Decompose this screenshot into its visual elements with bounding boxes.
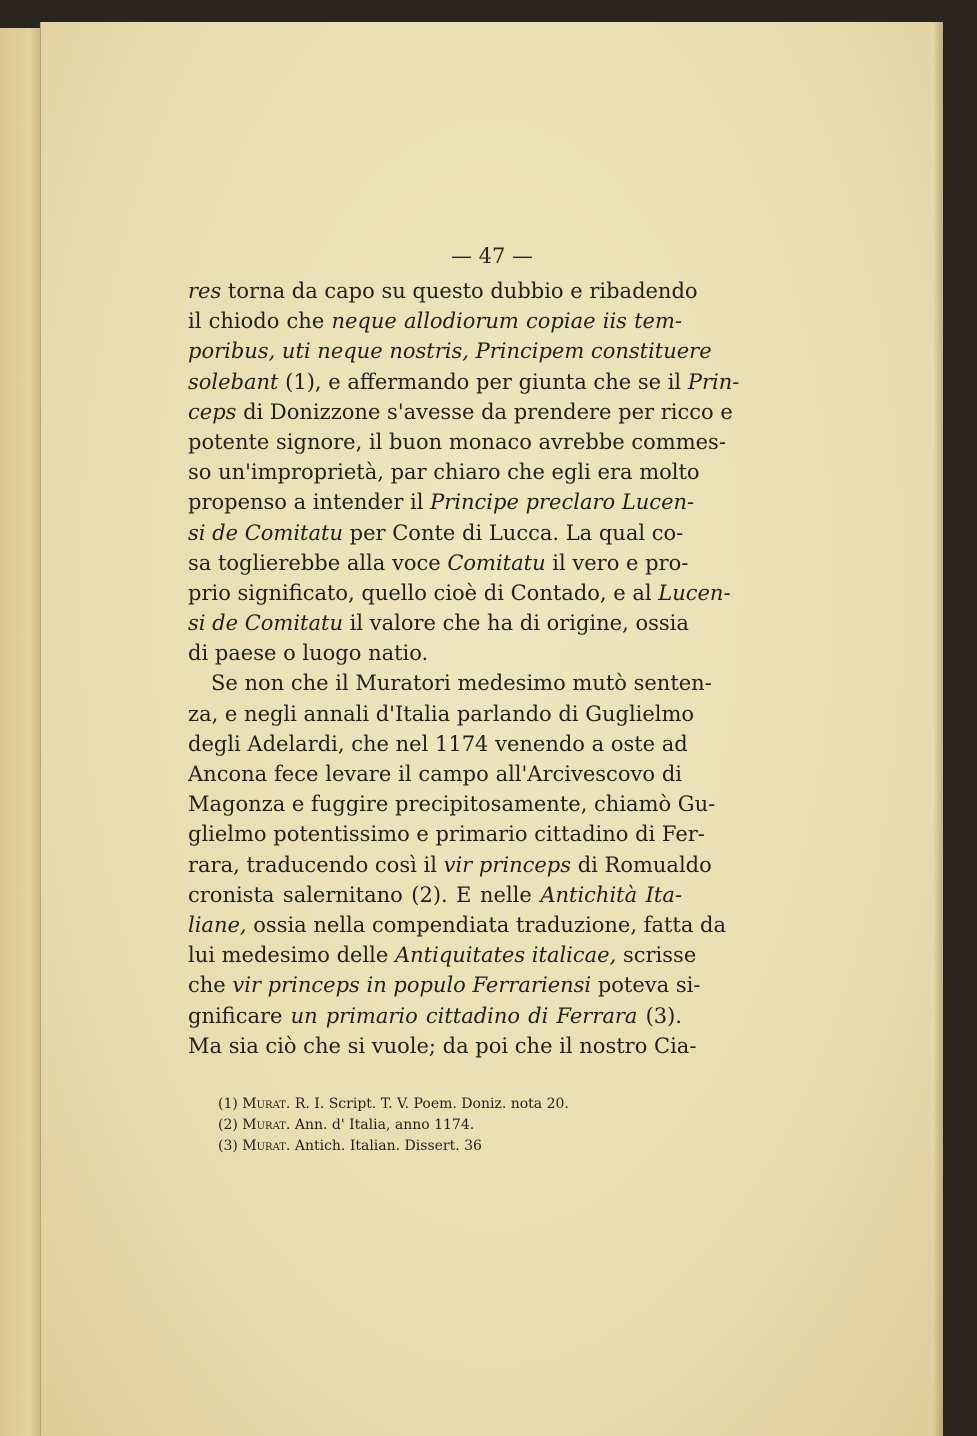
text-segment: il valore che ha di origine, ossia bbox=[342, 611, 689, 636]
text-line bbox=[188, 427, 726, 457]
text-segment: Ancona fece levare il campo all'Arcivescovo di bbox=[188, 762, 682, 786]
text-line bbox=[188, 668, 712, 698]
text-segment: lui medesimo delle bbox=[188, 943, 395, 968]
text-segment: Ma sia ciò che si vuole; da poi che il nostro Cia- bbox=[188, 1033, 697, 1058]
text-line bbox=[188, 1031, 697, 1061]
footnote-reference: Antich. Italian. Dissert. 36 bbox=[290, 1138, 482, 1154]
italic-text: un primario cittadino di Ferrara bbox=[290, 1003, 638, 1028]
italic-text: solebant bbox=[188, 369, 279, 394]
footnotes bbox=[218, 1094, 569, 1157]
text-line bbox=[188, 336, 712, 366]
italic-text: vir princeps in populo Ferrariensi bbox=[232, 973, 592, 998]
body-text bbox=[188, 276, 740, 1061]
text-segment: Magonza e fuggire precipitosamente, chiamò Gu- bbox=[188, 792, 716, 817]
text-line bbox=[188, 548, 689, 578]
page-number: — 47 — bbox=[450, 244, 534, 268]
italic-text: liane, bbox=[188, 912, 247, 937]
text-line bbox=[188, 880, 682, 910]
text-segment: so un'improprietà, par chiaro che egli era molto bbox=[188, 460, 700, 485]
italic-text: vir princeps bbox=[443, 852, 572, 877]
text-line bbox=[188, 518, 682, 548]
italic-text: ceps bbox=[188, 399, 237, 424]
text-line bbox=[188, 1001, 682, 1031]
italic-text: Antichità Ita- bbox=[540, 882, 682, 907]
italic-text: Principe preclaro Lucen- bbox=[430, 490, 695, 515]
text-line bbox=[188, 397, 733, 427]
text-segment: rara, traducendo così il bbox=[188, 852, 444, 877]
text-line bbox=[188, 789, 716, 819]
text-segment: (3). bbox=[637, 1003, 682, 1028]
italic-text: Lucen- bbox=[658, 580, 731, 605]
text-line bbox=[188, 699, 695, 729]
italic-text: si de Comitatu bbox=[188, 611, 343, 636]
text-line bbox=[188, 457, 700, 487]
text-line bbox=[188, 850, 712, 880]
text-line bbox=[188, 367, 740, 397]
text-line bbox=[188, 910, 727, 940]
footnote-author: Murat. bbox=[242, 1096, 291, 1112]
italic-text: Comitatu bbox=[447, 550, 546, 575]
text-segment: Se non che il Muratori medesimo mutò senten- bbox=[211, 671, 712, 696]
facing-page-edge bbox=[0, 28, 42, 1436]
footnote-number: (2) bbox=[218, 1117, 238, 1133]
text-line bbox=[188, 970, 701, 1000]
text-segment: poteva si- bbox=[591, 973, 701, 998]
footnote-reference: R. I. Script. T. V. Poem. Doniz. nota 20. bbox=[290, 1096, 569, 1112]
text-segment: prio significato, quello cioè di Contado, e al bbox=[188, 580, 659, 605]
italic-text: res bbox=[188, 279, 222, 303]
text-line bbox=[188, 487, 695, 517]
text-line bbox=[188, 306, 682, 336]
text-segment: che bbox=[188, 973, 233, 998]
text-segment: potente signore, il buon monaco avrebbe commes- bbox=[188, 429, 726, 454]
text-segment: cronista salernitano (2). E nelle bbox=[188, 882, 541, 907]
text-segment: ossia nella compendiata traduzione, fatta da bbox=[246, 912, 727, 937]
text-segment: torna da capo su questo dubbio e ribadendo bbox=[221, 279, 698, 303]
text-segment: il vero e pro- bbox=[545, 550, 689, 575]
footnote-reference: Ann. d' Italia, anno 1174. bbox=[290, 1117, 475, 1133]
text-segment: sa toglierebbe alla voce bbox=[188, 550, 448, 575]
footnote bbox=[218, 1094, 569, 1115]
text-segment: (1), e affermando per giunta che se il bbox=[278, 369, 688, 394]
text-segment: il chiodo che bbox=[188, 309, 332, 334]
text-segment: degli Adelardi, che nel 1174 venendo a oste ad bbox=[188, 731, 688, 756]
text-segment: per Conte di Lucca. La qual co- bbox=[342, 520, 684, 545]
footnote bbox=[218, 1136, 569, 1157]
text-segment: glielmo potentissimo e primario cittadino di Fer- bbox=[188, 822, 705, 847]
book-page bbox=[40, 22, 943, 1436]
footnote bbox=[218, 1115, 569, 1136]
text-segment: propenso a intender il bbox=[188, 490, 431, 515]
text-line bbox=[188, 819, 705, 849]
text-line bbox=[188, 608, 689, 638]
footnote-author: Murat. bbox=[242, 1138, 291, 1154]
text-line bbox=[188, 729, 688, 759]
footnote-number: (3) bbox=[218, 1138, 238, 1154]
text-segment: gnificare bbox=[188, 1003, 291, 1028]
text-line bbox=[188, 940, 697, 970]
italic-text: poribus, uti neque nostris, Principem constituere bbox=[188, 339, 712, 364]
footnote-number: (1) bbox=[218, 1096, 238, 1112]
italic-text: Antiquitates italicae, bbox=[394, 943, 617, 968]
text-segment: di paese o luogo natio. bbox=[188, 641, 429, 666]
page-edge-shadow bbox=[933, 22, 943, 1436]
italic-text: Prin- bbox=[687, 369, 740, 394]
text-segment: za, e negli annali d'Italia parlando di Guglielmo bbox=[188, 701, 695, 726]
italic-text: neque allodiorum copiae iis tem- bbox=[331, 309, 682, 334]
text-line bbox=[188, 638, 682, 668]
text-segment: di Donizzone s'avesse da prendere per ricco e bbox=[236, 399, 733, 424]
text-line bbox=[188, 276, 698, 306]
text-line bbox=[188, 759, 682, 789]
footnote-author: Murat. bbox=[242, 1117, 291, 1133]
text-line bbox=[188, 578, 731, 608]
italic-text: si de Comitatu bbox=[188, 520, 343, 545]
text-segment: scrisse bbox=[616, 943, 697, 968]
text-segment: di Romualdo bbox=[571, 852, 712, 877]
